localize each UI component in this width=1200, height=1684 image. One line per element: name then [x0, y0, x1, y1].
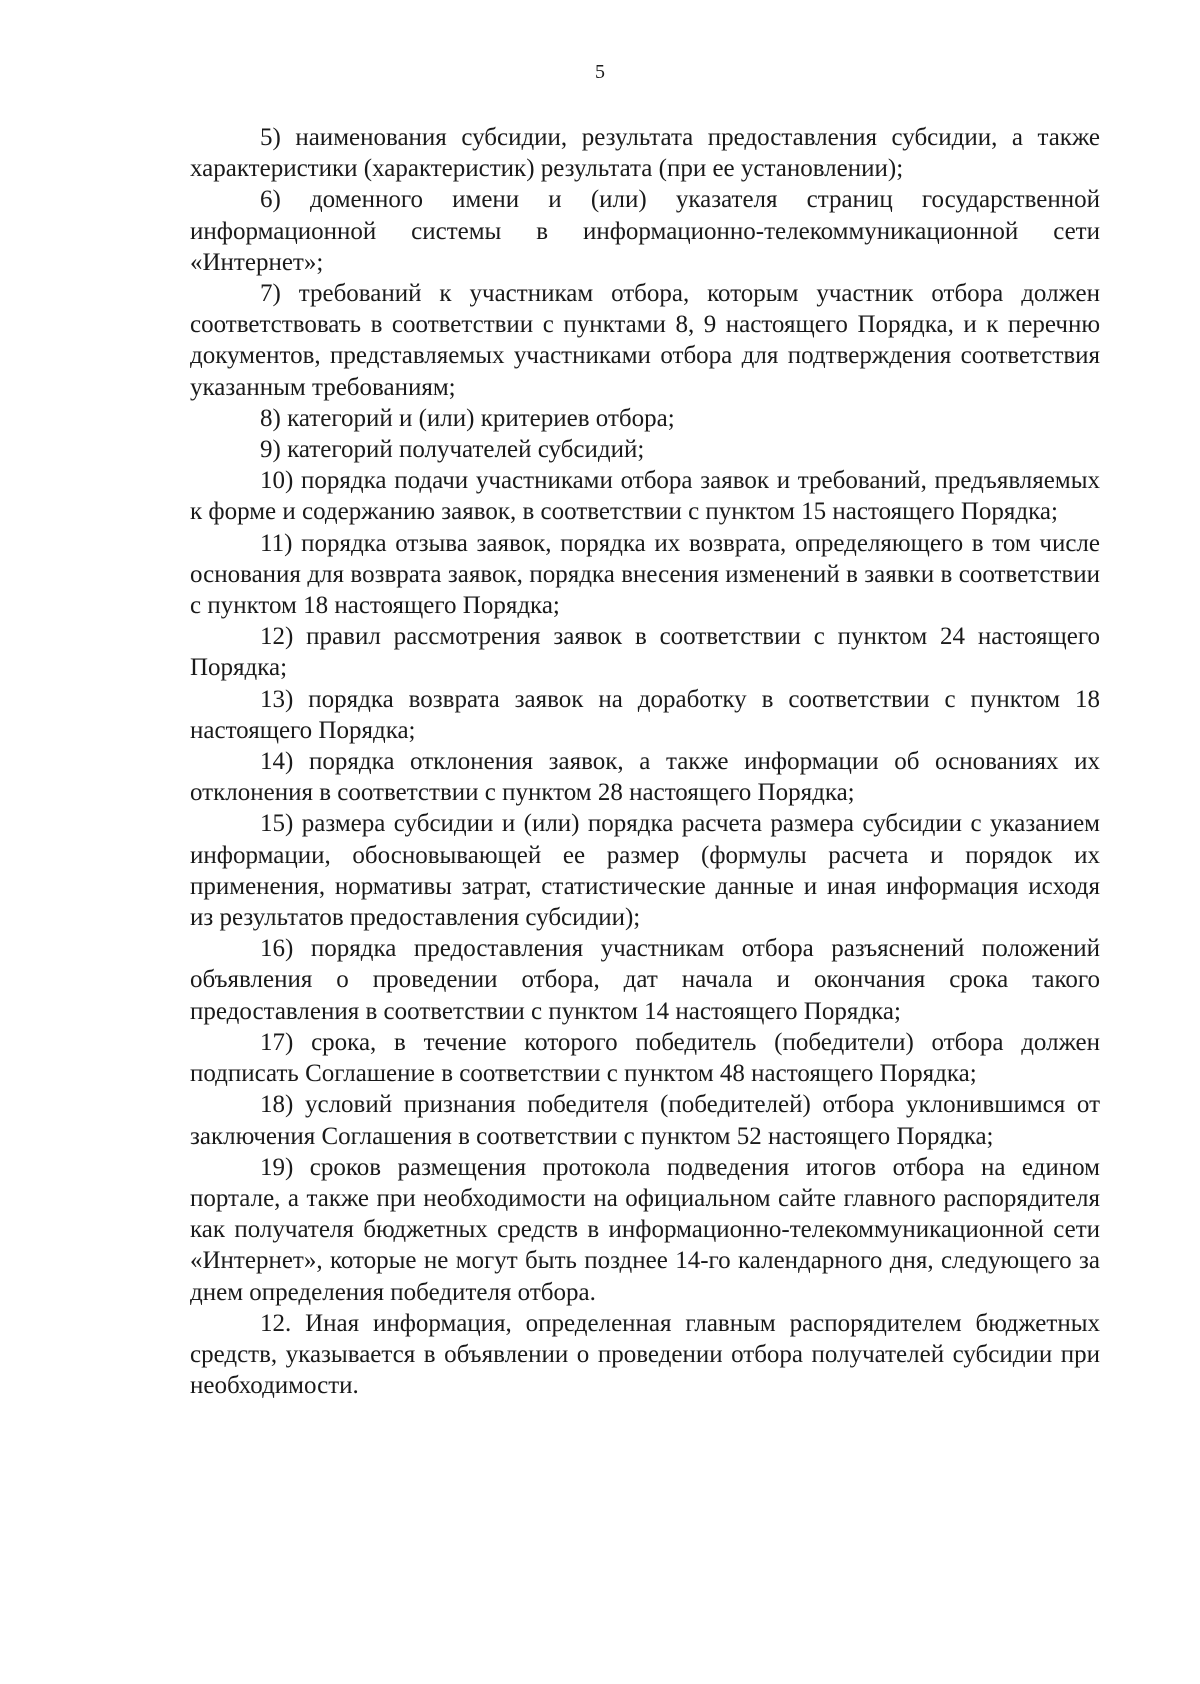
page-number: 5 [595, 61, 605, 83]
list-item: 18) условий признания победителя (победителей) отбора уклонившимся от заключения Соглашения в соответствии с пунктом 52 настоящего Порядка; [190, 1091, 1100, 1150]
list-item: 15) размера субсидии и (или) порядка расчета размера субсидии с указанием информации, обосновывающей ее размер (формулы расчета и порядок их применения, нормативы затрат, статистические данные и иная информация исходя из результатов предоставления субсидии); [190, 810, 1100, 932]
list-item: 8) категорий и (или) критериев отбора; [260, 404, 675, 432]
list-item: 11) порядка отзыва заявок, порядка их возврата, определяющего в том числе основания для возврата заявок, порядка внесения изменений в заявки в соответствии с пунктом 18 настоящего Порядка; [190, 529, 1100, 620]
list-item: 9) категорий получателей субсидий; [260, 436, 645, 464]
list-item: 6) доменного имени и (или) указателя страниц государственной информационной системы в информационно-телекоммуникационной сети «Интернет»; [190, 186, 1100, 276]
list-item: 5) наименования субсидии, результата предоставления субсидии, а также характеристики (характеристик) результата (при ее установлении); [190, 124, 1100, 183]
list-item: 10) порядка подачи участниками отбора заявок и требований, предъявляемых к форме и содержанию заявок, в соответствии с пунктом 15 настоящего Порядка; [190, 467, 1100, 526]
list-item: 17) срока, в течение которого победитель (победители) отбора должен подписать Соглашение в соответствии с пунктом 48 настоящего Порядка; [190, 1028, 1100, 1088]
section-paragraph: 12. Иная информация, определенная главным распорядителем бюджетных средств, указывается в объявлении о проведении отбора получателей субсидии при необходимости. [190, 1309, 1100, 1400]
list-item: 19) сроков размещения протокола подведения итогов отбора на едином портале, а также при необходимости на официальном сайте главного распорядителя как получателя бюджетных средств в информационно-телекоммуникационной сети «Интернет», которые не могут быть позднее 14-го календарного дня, следующего за днем определения победителя отбора. [190, 1153, 1100, 1306]
list-item: 14) порядка отклонения заявок, а также информации об основаниях их отклонения в соответствии с пунктом 28 настоящего Порядка; [190, 748, 1100, 807]
list-item: 16) порядка предоставления участникам отбора разъяснений положений объявления о проведении отбора, дат начала и окончания срока такого предоставления в соответствии с пунктом 14 настоящего Порядка; [190, 935, 1100, 1025]
list-item: 12) правил рассмотрения заявок в соответствии с пунктом 24 настоящего Порядка; [190, 623, 1100, 682]
document-body [190, 122, 1100, 1401]
list-item: 13) порядка возврата заявок на доработку в соответствии с пунктом 18 настоящего Порядка; [190, 685, 1100, 744]
list-item: 7) требований к участникам отбора, которым участник отбора должен соответствовать в соответствии с пунктами 8, 9 настоящего Порядка, и к перечню документов, представляемых участниками отбора для подтверждения соответствия указанным требованиям; [190, 280, 1100, 401]
